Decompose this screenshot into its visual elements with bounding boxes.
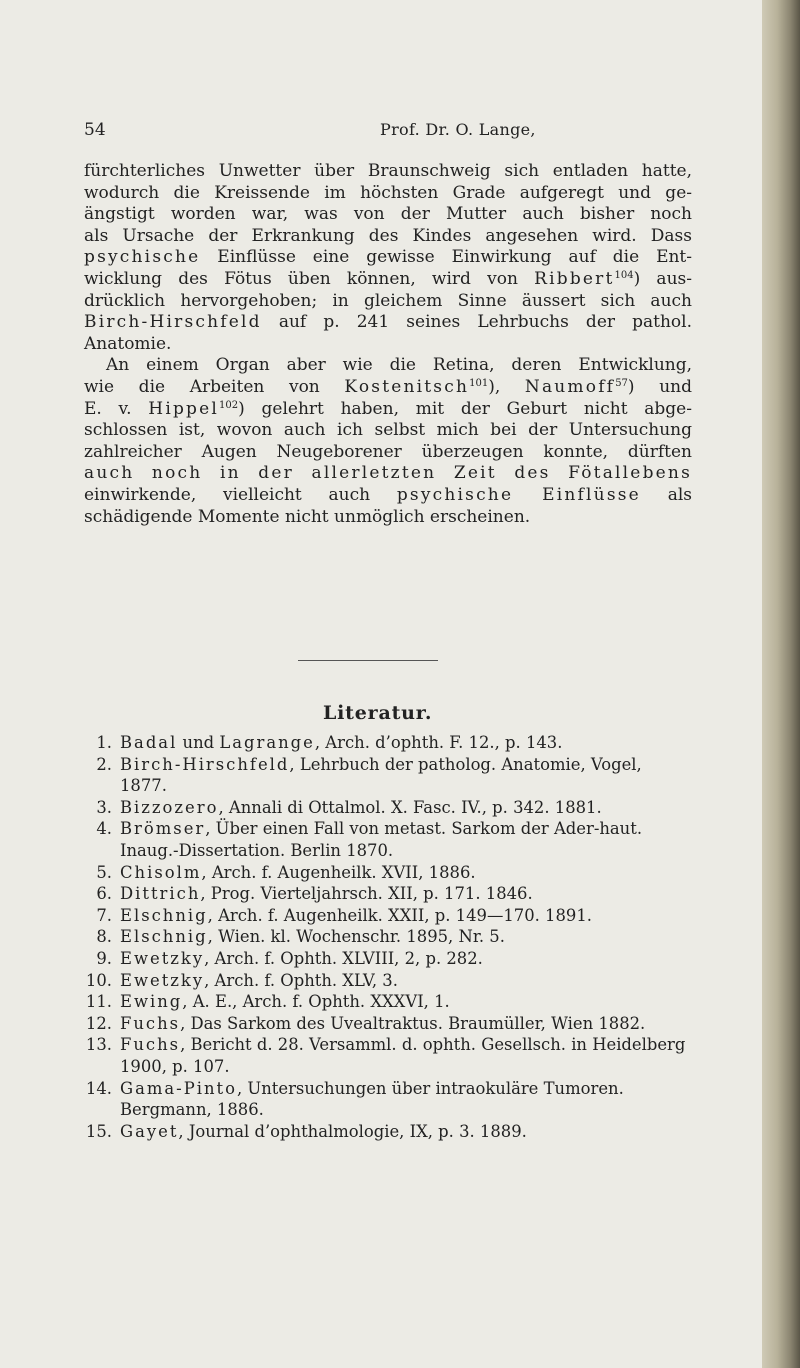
page-header <box>84 120 704 144</box>
text-line <box>84 485 692 507</box>
reference-author: Bizzozero <box>120 797 219 817</box>
reference-number: 3. <box>96 797 112 817</box>
text-run: ängstigt worden war, was von der Mutter auch bisher noch <box>84 204 692 225</box>
reference-number: 14. <box>85 1078 112 1098</box>
reference-number: 1. <box>96 733 112 752</box>
reference-details: , Untersuchungen über intraokuläre Tumoren. Bergmann, 1886. <box>120 1078 624 1120</box>
text-line <box>84 463 692 485</box>
spaced-emphasis: Ribbert <box>534 268 615 289</box>
reference-details: , Über einen Fall von metast. Sarkom der Ader-haut. Inaug.-Dissertation. Berlin 1870. <box>120 819 643 860</box>
text-line <box>84 183 692 205</box>
spaced-emphasis: psychische <box>84 247 201 268</box>
spaced-emphasis: auch noch in der allerletzten Zeit des Fötallebens <box>84 463 692 484</box>
text-run: ), <box>488 376 525 397</box>
reference-number: 9. <box>96 948 112 968</box>
reference-item <box>84 797 692 819</box>
reference-author: Brömser <box>120 819 206 839</box>
spaced-emphasis: Kostenitsch <box>344 376 470 397</box>
reference-item <box>84 1034 692 1077</box>
literature-heading: Literatur. <box>323 702 433 724</box>
reference-details: , Prog. Vierteljahrsch. XII, p. 171. 1846. <box>200 884 533 904</box>
reference-author: Elschnig <box>120 927 208 947</box>
text-line <box>84 420 692 442</box>
reference-author: Badal <box>120 733 178 752</box>
reference-item <box>84 862 692 884</box>
reference-item <box>84 754 692 797</box>
text-run: auf p. 241 seines Lehrbuchs der pathol. <box>261 312 692 333</box>
footnote-ref: 101 <box>469 377 489 389</box>
text-line <box>84 226 692 248</box>
reference-author: Chisolm <box>120 862 202 882</box>
text-line <box>84 442 692 464</box>
text-line <box>84 161 692 183</box>
reference-item <box>84 1013 692 1035</box>
reference-details: , Arch. f. Ophth. XLV, 3. <box>204 970 398 990</box>
reference-item <box>84 905 692 927</box>
reference-item <box>84 970 692 992</box>
reference-details: , Arch. f. Augenheilk. XXII, p. 149—170. 1891. <box>207 905 592 925</box>
spaced-emphasis: Hippel <box>148 398 220 419</box>
reference-details: , Annali di Ottalmol. X. Fasc. IV., p. 342. 1881. <box>218 797 602 817</box>
section-divider <box>298 660 438 661</box>
reference-details: , Das Sarkom des Uvealtraktus. Braumüller, Wien 1882. <box>180 1013 646 1033</box>
text-run: fürchterliches Unwetter über Braunschweig sich entladen hatte, <box>84 161 692 181</box>
reference-item <box>84 883 692 905</box>
reference-number: 10. <box>85 970 112 990</box>
reference-number: 4. <box>96 819 112 839</box>
text-run: wicklung des Fötus üben können, wird von <box>84 268 535 289</box>
reference-details: , Bericht d. 28. Versamml. d. ophth. Gesellsch. in Heidelberg 1900, p. 107. <box>120 1035 686 1076</box>
text-line <box>84 507 692 529</box>
reference-number: 5. <box>96 862 112 882</box>
reference-item <box>84 991 692 1013</box>
reference-details: , A. E., Arch. f. Ophth. XXXVI, 1. <box>182 992 450 1012</box>
page-number: 54 <box>84 120 106 140</box>
text-run: wodurch die Kreissende im höchsten Grade aufgeregt und ge- <box>84 182 692 203</box>
reference-author: Lagrange <box>219 733 315 752</box>
text-line <box>84 312 692 334</box>
text-run: einwirkende, vielleicht auch <box>84 484 397 505</box>
text-line <box>84 377 692 399</box>
reference-number: 2. <box>96 754 112 774</box>
text-run: Anatomie. <box>84 333 172 354</box>
reference-author: Gama-Pinto <box>120 1078 237 1098</box>
text-run: ) und <box>627 376 692 397</box>
reference-number: 6. <box>96 884 112 904</box>
text-run: als Ursache der Erkrankung des Kindes angesehen wird. Dass <box>84 225 692 246</box>
text-line <box>84 334 692 356</box>
reference-author: Ewetzky <box>120 948 205 968</box>
reference-number: 12. <box>85 1013 112 1033</box>
reference-number: 15. <box>85 1121 112 1141</box>
reference-author: Ewetzky <box>120 970 205 990</box>
reference-author: Dittrich <box>120 884 201 904</box>
footnote-ref: 57 <box>615 377 628 389</box>
reference-item <box>84 818 692 861</box>
text-line <box>84 247 692 269</box>
paragraph <box>84 355 692 528</box>
text-line <box>84 291 692 313</box>
text-run: wie die Arbeiten von <box>84 376 345 397</box>
reference-author: Gayet <box>120 1121 179 1141</box>
spaced-emphasis: Birch-Hirschfeld <box>84 312 262 333</box>
paragraph <box>84 161 692 355</box>
text-run: zahlreicher Augen Neugeborener überzeugen konnte, dürften <box>84 441 692 462</box>
reference-details: , Journal d’ophthalmologie, IX, p. 3. 1889. <box>178 1121 527 1141</box>
reference-author: Birch-Hirschfeld <box>120 754 290 774</box>
reference-number: 8. <box>96 927 112 947</box>
text-run: ) aus- <box>633 268 692 289</box>
reference-details: , Arch. f. Ophth. XLVIII, 2, p. 282. <box>204 948 483 968</box>
reference-details: , Lehrbuch der patholog. Anatomie, Vogel, 1877. <box>120 754 642 796</box>
reference-item <box>84 1078 692 1121</box>
running-head: Prof. Dr. O. Lange, <box>380 120 536 139</box>
reference-details: , Arch. f. Augenheilk. XVII, 1886. <box>201 862 476 882</box>
text-run: ) gelehrt haben, mit der Geburt nicht abge- <box>238 398 692 419</box>
text-run: E. v. <box>84 398 149 419</box>
reference-author: Ewing <box>120 992 183 1012</box>
text-run: Einflüsse eine gewisse Einwirkung auf die Ent- <box>200 247 692 268</box>
spaced-emphasis: Naumoff <box>524 376 616 397</box>
reference-author: Elschnig <box>120 905 208 925</box>
body-text <box>84 161 692 528</box>
reference-details: , Arch. d’ophth. F. 12., p. 143. <box>314 733 563 752</box>
reference-conjunction: und <box>177 733 220 752</box>
text-run: An einem Organ aber wie die Retina, deren Entwicklung, <box>106 355 692 376</box>
reference-author: Fuchs <box>120 1013 181 1033</box>
reference-author: Fuchs <box>120 1035 181 1055</box>
spaced-emphasis: psychische Einflüsse <box>396 484 641 505</box>
reference-item <box>84 948 692 970</box>
reference-item <box>84 732 692 754</box>
text-line <box>84 355 692 377</box>
reference-details: , Wien. kl. Wochenschr. 1895, Nr. 5. <box>207 927 505 947</box>
footnote-ref: 102 <box>219 399 239 411</box>
text-run: schädigende Momente nicht unmöglich erscheinen. <box>84 506 531 527</box>
text-line <box>84 269 692 291</box>
reference-number: 13. <box>85 1035 112 1055</box>
text-run: als <box>640 484 693 505</box>
text-run: drücklich hervorgehoben; in gleichem Sinne äussert sich auch <box>84 290 692 311</box>
reference-number: 11. <box>85 992 112 1012</box>
reference-item <box>84 926 692 948</box>
reference-list <box>84 732 692 1142</box>
reference-number: 7. <box>96 905 112 925</box>
footnote-ref: 104 <box>614 269 634 281</box>
reference-item <box>84 1121 692 1143</box>
text-line <box>84 399 692 421</box>
text-run: schlossen ist, wovon auch ich selbst mich bei der Untersuchung <box>84 420 692 441</box>
text-line <box>84 204 692 226</box>
page-edge <box>762 0 800 1368</box>
